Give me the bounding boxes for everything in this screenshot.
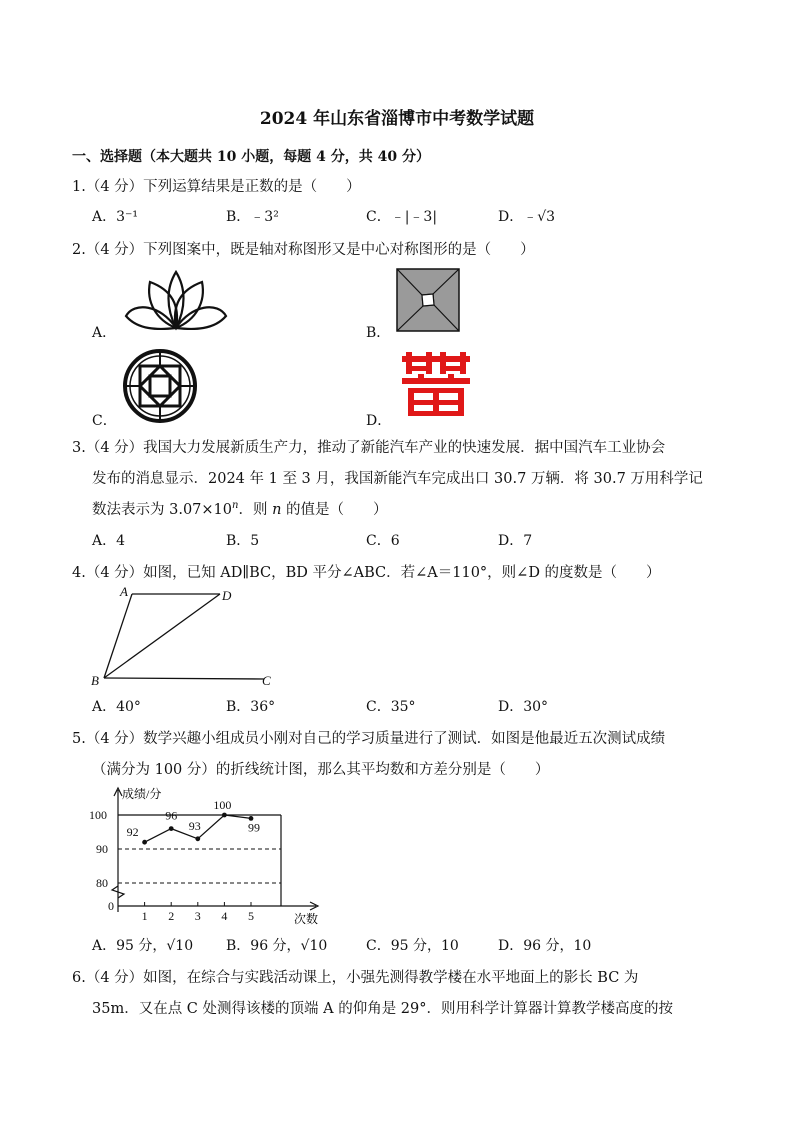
x-axis-label: 次数	[294, 912, 319, 926]
y-tick-label: 90	[96, 842, 108, 856]
y-tick-label: 0	[108, 899, 114, 913]
q3-exponent: n	[232, 500, 239, 512]
q4-option-c[interactable]: C．35°	[366, 699, 416, 715]
q3-stem-line3	[92, 498, 388, 519]
q6-stem-line2: 35m．又在点 C 处测得该楼的顶端 A 的仰角是 29°．则用科学计算器计算教学楼高度的按	[92, 1001, 674, 1017]
y-tick-label: 80	[96, 876, 108, 890]
q3-sci-notation: 数法表示为 3.07×10	[92, 502, 232, 518]
x-tick-label: 2	[168, 909, 175, 923]
q5-option-a[interactable]: A．95 分，√10	[92, 938, 194, 954]
q2-option-a[interactable]: A．	[92, 325, 117, 341]
data-label: 99	[248, 820, 260, 835]
q3-text-end: 的值是（ ）	[281, 502, 388, 518]
q1-stem: 1.（4 分）下列运算结果是正数的是（ ）	[72, 179, 361, 195]
q3-option-a[interactable]: A．4	[92, 533, 126, 549]
q2-option-c[interactable]: C．	[92, 413, 117, 429]
q5-stem-line2: （满分为 100 分）的折线统计图，那么其平均数和方差分别是（ ）	[92, 762, 550, 778]
trapezoid-figure	[88, 584, 278, 690]
data-label: 93	[188, 818, 201, 833]
q3-variable: n	[272, 502, 282, 518]
x-tick-label: 4	[221, 909, 228, 923]
x-tick-label: 1	[141, 909, 148, 923]
q3-option-d[interactable]: D．7	[498, 533, 533, 549]
double-happiness-figure	[402, 352, 470, 418]
q4-option-d[interactable]: D．30°	[498, 699, 549, 715]
q5-option-c[interactable]: C．95 分，10	[366, 938, 459, 954]
q2-stem: 2.（4 分）下列图案中，既是轴对称图形又是中心对称图形的是（ ）	[72, 242, 535, 258]
q4-option-a[interactable]: A．40°	[92, 699, 141, 715]
q3-option-c[interactable]: C．6	[366, 533, 400, 549]
point-a-label: A	[120, 584, 128, 599]
point-d-label: D	[222, 588, 232, 603]
data-label: 92	[126, 825, 139, 840]
window-lattice-figure	[122, 348, 198, 424]
y-axis-label: 成绩/分	[122, 787, 162, 801]
data-point	[195, 836, 200, 841]
pinwheel-square-figure	[396, 268, 460, 332]
q5-option-d[interactable]: D．96 分，10	[498, 938, 592, 954]
q1-option-c[interactable]: C．﹣|﹣3|	[366, 209, 438, 225]
q1-option-a[interactable]: A．3⁻¹	[92, 209, 139, 225]
q5-stem-line1: 5.（4 分）数学兴趣小组成员小刚对自己的学习质量进行了测试．如图是他最近五次测试成绩	[72, 731, 666, 747]
q4-stem: 4.（4 分）如图，已知 AD∥BC，BD 平分∠ABC．若∠A＝110°，则∠D 的度数是（ ）	[72, 565, 661, 581]
q3-option-b[interactable]: B．5	[226, 533, 260, 549]
y-tick-label: 100	[89, 808, 107, 822]
data-label: 96	[165, 808, 178, 823]
q2-option-b[interactable]: B．	[366, 325, 391, 341]
q5-option-b[interactable]: B．96 分，√10	[226, 938, 328, 954]
page-title: 2024 年山东省淄博市中考数学试题	[259, 109, 535, 129]
q1-option-b[interactable]: B．﹣3²	[226, 209, 279, 225]
data-point	[222, 813, 227, 818]
point-b-label: B	[91, 673, 99, 688]
data-label: 100	[213, 798, 232, 812]
data-point	[169, 826, 174, 831]
q3-text: ．则	[238, 502, 273, 518]
data-point	[142, 840, 147, 845]
lotus-figure	[122, 268, 230, 332]
point-c-label: C	[262, 673, 271, 688]
q3-stem-line2: 发布的消息显示．2024 年 1 至 3 月，我国新能汽车完成出口 30.7 万辆．将 30.7 万用科学记	[92, 471, 703, 487]
section-heading: 一、选择题（本大题共 10 小题，每题 4 分，共 40 分）	[72, 149, 430, 165]
x-tick-label: 3	[194, 909, 201, 923]
score-line-chart	[88, 782, 338, 928]
q6-stem-line1: 6.（4 分）如图，在综合与实践活动课上，小强先测得教学楼在水平地面上的影长 BC 为	[72, 970, 639, 986]
x-tick-label: 5	[248, 909, 254, 923]
q3-stem-line1: 3.（4 分）我国大力发展新质生产力，推动了新能汽车产业的快速发展．据中国汽车工业协会	[72, 440, 666, 456]
q1-option-d[interactable]: D．﹣√3	[498, 209, 556, 225]
q2-option-d[interactable]: D．	[366, 413, 392, 429]
q4-option-b[interactable]: B．36°	[226, 699, 276, 715]
